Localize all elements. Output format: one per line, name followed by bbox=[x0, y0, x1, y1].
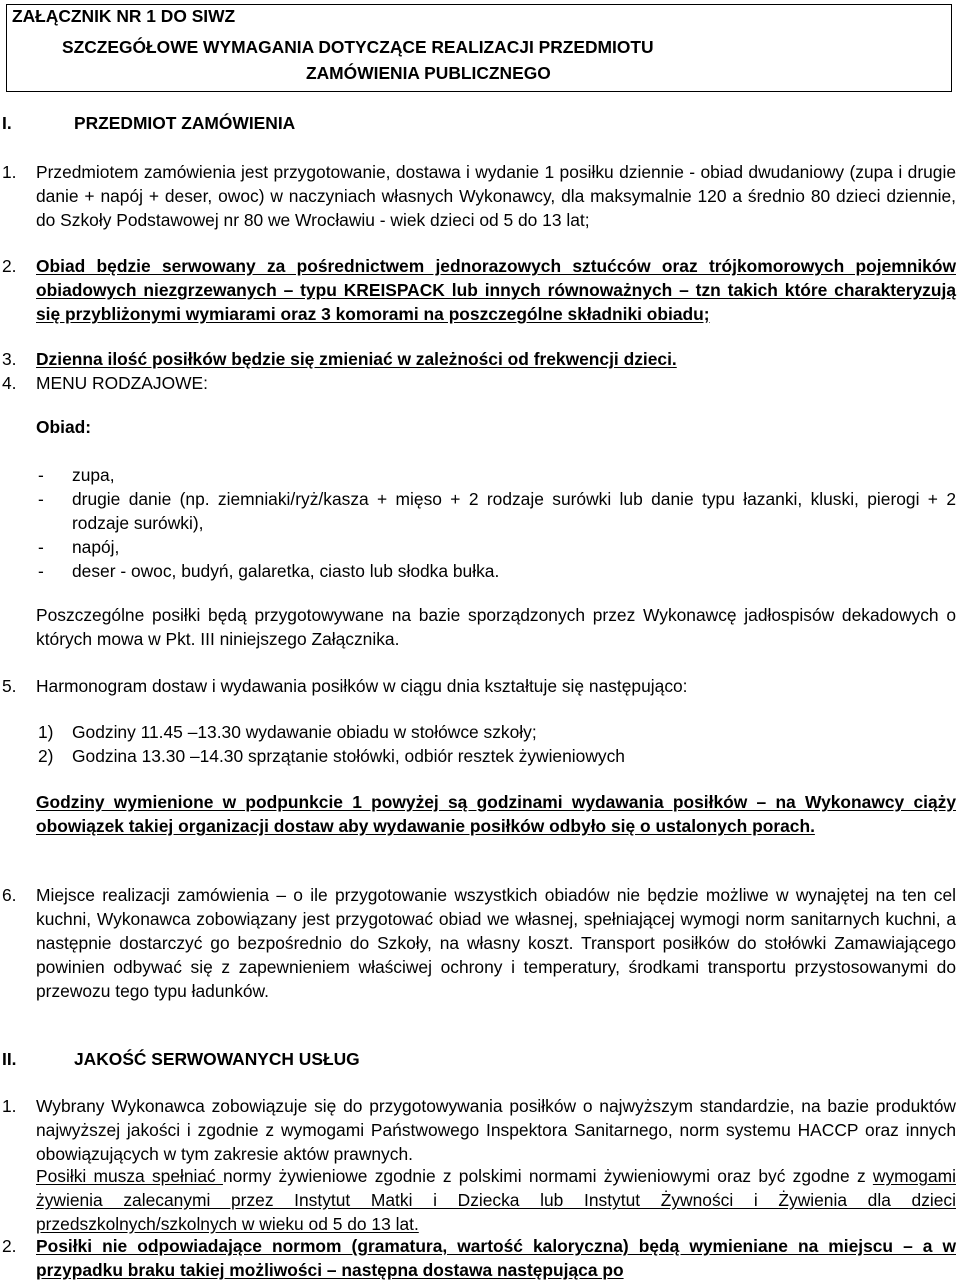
section1-number: I. bbox=[2, 113, 12, 133]
item4-text: MENU RODZAJOWE: bbox=[36, 373, 208, 393]
schedule-text: Godzina 13.30 –14.30 sprzątanie stołówki, odbiór resztek żywieniowych bbox=[72, 746, 625, 766]
schedule-note: Godziny wymienione w podpunkcie 1 powyżej są godzinami wydawania posiłków – na Wykonawcy ciąży obowiązek takiej organizacji dostaw aby wydawanie posiłków odbyło się o ustalonych porach. bbox=[36, 792, 956, 836]
item5-text: Harmonogram dostaw i wydawania posiłków w ciągu dnia kształtuje się następująco: bbox=[36, 676, 688, 696]
quality-item1-number: 1. bbox=[2, 1096, 17, 1116]
item1-number: 1. bbox=[2, 162, 17, 182]
item1-text: Przedmiotem zamówienia jest przygotowanie, dostawa i wydanie 1 posiłku dziennie - obiad dwudaniowy (zupa i drugie danie + napój + deser, owoc) w naczyniach własnych Wykonawcy, dla maksymalnie 120 a średnio 80 dzieci dziennie, do Szkoły Podstawowej nr 80 we Wrocławiu - wiek dzieci od 5 do 13 lat; bbox=[36, 162, 956, 230]
quality-item1-norms: Posiłki musza spełniać normy żywieniowe zgodnie z polskimi normami żywieniowymi oraz być zgodne z wymogami żywienia zalecanymi przez Instytut Matki i Dziecka lub Instytut Żywności i Żywienia dla dzieci przedszkolnych/szkolnych w wieku od 5 do 13 lat. bbox=[36, 1166, 956, 1234]
document-title-line2: ZAMÓWIENIA PUBLICZNEGO bbox=[306, 63, 551, 83]
menu-item: - drugie danie (np. ziemniaki/ryż/kasza + mięso + 2 rodzaje surówki lub danie typu łazanki, kluski, pierogi + 2 rodzaje surówki), bbox=[38, 489, 956, 533]
menu-item: - deser - owoc, budyń, galaretka, ciasto lub słodka bułka. bbox=[38, 561, 500, 581]
annex-label: ZAŁĄCZNIK NR 1 DO SIWZ bbox=[12, 6, 236, 26]
item3-number: 3. bbox=[2, 349, 17, 369]
quality-item2-number: 2. bbox=[2, 1236, 17, 1256]
section1-title: PRZEDMIOT ZAMÓWIENIA bbox=[74, 113, 296, 133]
item6-text: Miejsce realizacji zamówienia – o ile przygotowanie wszystkich obiadów nie będzie możliwe w wynajętej na ten cel kuchni, Wykonawca zobowiązany jest przygotować obiad we własnej, spełniającej wymogi norm sanitarnych kuchni, a następnie dostarczyć go bezpośrednio do Szkoły, na własny koszt. Transport posiłków do stołówki Zamawiającego powinien odbywać się z zapewnieniem właściwej ochrony i temperatury, środkami transportu przystosowanymi do przewozu tego typu ładunków. bbox=[36, 885, 956, 1001]
item2-text: Obiad będzie serwowany za pośrednictwem jednorazowych sztućców oraz trójkomorowych pojemników obiadowych niezgrzewanych – typu KREISPACK lub innych równoważnych – tzn takich które charakteryzują się przybliżonymi wymiarami oraz 3 komorami na poszczególne składniki obiadu; bbox=[36, 256, 956, 324]
schedule-text: Godziny 11.45 –13.30 wydawanie obiadu w stołówce szkoły; bbox=[72, 722, 537, 742]
document-title-line1: SZCZEGÓŁOWE WYMAGANIA DOTYCZĄCE REALIZACJI PRZEDMIOTU bbox=[62, 37, 654, 57]
menu-note: Poszczególne posiłki będą przygotowywane na bazie sporządzonych przez Wykonawcę jadłospisów dekadowych o których mowa w Pkt. III niniejszego Załącznika. bbox=[36, 605, 956, 649]
menu-item: - zupa, bbox=[38, 465, 115, 485]
section2-number: II. bbox=[2, 1049, 17, 1069]
quality-item1-text: Wybrany Wykonawca zobowiązuje się do przygotowywania posiłków o najwyższym standardzie, na bazie produktów najwyższej jakości i zgodnie z wymogami Państwowego Inspektora Sanitarnego, norm systemu HACCP oraz innych obowiązujących w tym zakresie aktów prawnych. bbox=[36, 1096, 956, 1164]
item3-text: Dzienna ilość posiłków będzie się zmieniać w zależności od frekwencji dzieci. bbox=[36, 349, 677, 369]
section2-title: JAKOŚĆ SERWOWANYCH USŁUG bbox=[74, 1049, 360, 1069]
schedule-number: 2) bbox=[38, 746, 54, 766]
item5-number: 5. bbox=[2, 676, 17, 696]
quality-item2-text: Posiłki nie odpowiadające normom (gramatura, wartość kaloryczna) będą wymieniane na miejscu – a w przypadku braku takiej możliwości – następna dostawa następująca po bbox=[36, 1236, 956, 1280]
obiad-label: Obiad: bbox=[36, 417, 92, 437]
item6-number: 6. bbox=[2, 885, 17, 905]
menu-item: - napój, bbox=[38, 537, 120, 557]
schedule-number: 1) bbox=[38, 722, 54, 742]
item4-number: 4. bbox=[2, 373, 17, 393]
item2-number: 2. bbox=[2, 256, 17, 276]
